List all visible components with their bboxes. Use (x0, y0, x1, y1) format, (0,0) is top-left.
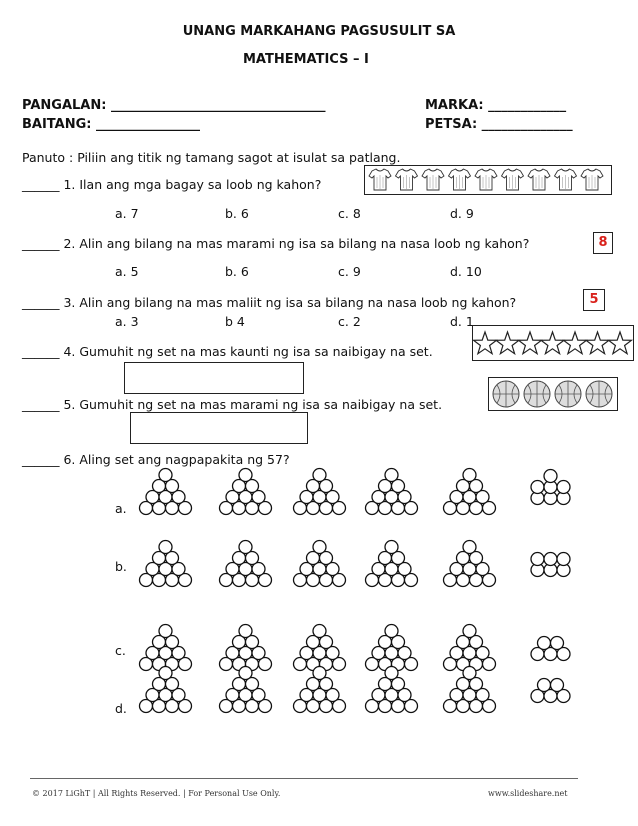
ten-group-c-2 (220, 625, 272, 671)
remainder-group-a (531, 470, 570, 505)
instructions: Panuto : Piliin ang titik ng tamang sagot at isulat sa patlang. (22, 150, 401, 165)
ten-group-d-3 (294, 667, 346, 713)
circle-mark (557, 553, 570, 566)
ten-group-a-3 (294, 469, 346, 515)
circle-mark (239, 469, 252, 482)
footer-rule (30, 778, 578, 779)
circle-mark (551, 637, 564, 650)
circle-mark (463, 469, 476, 482)
ten-group-a-5 (444, 469, 496, 515)
circle-mark (463, 625, 476, 638)
ten-group-d-4 (366, 667, 418, 713)
question-3: ______ 3. Alin ang bilang na mas maliit ng isa sa bilang na nasa loob ng kahon? (22, 295, 517, 310)
remainder-group-d (531, 679, 570, 703)
circle-mark (159, 667, 172, 680)
choice-3d[interactable]: d. 1 (450, 314, 474, 329)
page-subtitle: MATHEMATICS – I (243, 52, 369, 67)
circle-mark (239, 625, 252, 638)
circle-mark (551, 679, 564, 692)
circle-mark (385, 469, 398, 482)
circle-mark (159, 541, 172, 554)
question-4: ______ 4. Gumuhit ng set na mas kaunti ng isa sa naibigay na set. (22, 344, 433, 359)
ten-group-a-1 (140, 469, 192, 515)
circle-mark (159, 625, 172, 638)
choice-1c[interactable]: c. 8 (338, 206, 361, 221)
footer-copyright: © 2017 LiGhT | All Rights Reserved. | For Personal Use Only. (32, 789, 281, 798)
circle-mark (313, 667, 326, 680)
circle-mark (538, 637, 551, 650)
circle-mark (544, 553, 557, 566)
choice-2c[interactable]: c. 9 (338, 264, 361, 279)
ten-group-a-4 (366, 469, 418, 515)
score-field[interactable]: MARKA: ____________ (425, 98, 567, 113)
ten-group-c-5 (444, 625, 496, 671)
remainder-group-b (531, 553, 570, 577)
ten-group-d-5 (444, 667, 496, 713)
circle-mark (385, 541, 398, 554)
choice-2b[interactable]: b. 6 (225, 264, 249, 279)
choice-2a[interactable]: a. 5 (115, 264, 139, 279)
ten-group-c-4 (366, 625, 418, 671)
circle-mark (313, 469, 326, 482)
ten-group-b-1 (140, 541, 192, 587)
circle-mark (531, 553, 544, 566)
remainder-group-c (531, 637, 570, 661)
circle-mark (313, 625, 326, 638)
choice-1a[interactable]: a. 7 (115, 206, 139, 221)
circle-mark (239, 541, 252, 554)
choice-1b[interactable]: b. 6 (225, 206, 249, 221)
ten-group-b-4 (366, 541, 418, 587)
ten-group-d-1 (140, 667, 192, 713)
circle-mark (385, 625, 398, 638)
choice-1d[interactable]: d. 9 (450, 206, 474, 221)
circle-mark (313, 541, 326, 554)
question-1: ______ 1. Ilan ang mga bagay sa loob ng kahon? (22, 177, 322, 192)
choice-3a[interactable]: a. 3 (115, 314, 139, 329)
circle-mark (544, 470, 557, 483)
ten-group-a-2 (220, 469, 272, 515)
circle-mark (538, 679, 551, 692)
date-field[interactable]: PETSA: ______________ (425, 117, 573, 132)
circle-mark (159, 469, 172, 482)
circle-mark (385, 667, 398, 680)
ten-group-c-1 (140, 625, 192, 671)
boxed-number-3: 5 (583, 289, 605, 311)
question-6: ______ 6. Aling set ang nagpapakita ng 57? (22, 452, 290, 467)
circle-mark (557, 481, 570, 494)
name-field[interactable]: PANGALAN: _________________________________ (22, 98, 326, 113)
choice-3c[interactable]: c. 2 (338, 314, 361, 329)
ten-group-b-3 (294, 541, 346, 587)
question-2: ______ 2. Alin ang bilang na mas marami ng isa sa bilang na nasa loob ng kahon? (22, 236, 530, 251)
grade-field[interactable]: BAITANG: ________________ (22, 117, 201, 132)
ten-group-d-2 (220, 667, 272, 713)
option-6d-label[interactable]: d. (115, 701, 127, 716)
choice-2d[interactable]: d. 10 (450, 264, 482, 279)
option-6c-label[interactable]: c. (115, 643, 126, 658)
boxed-number-2: 8 (593, 232, 613, 254)
footer-site: www.slideshare.net (488, 789, 568, 798)
circle-mark (463, 541, 476, 554)
ten-group-b-5 (444, 541, 496, 587)
ten-group-b-2 (220, 541, 272, 587)
ten-group-c-3 (294, 625, 346, 671)
circle-mark (531, 481, 544, 494)
question-5: ______ 5. Gumuhit ng set na mas marami ng isa sa naibigay na set. (22, 397, 443, 412)
circle-mark (239, 667, 252, 680)
option-6b-label[interactable]: b. (115, 559, 127, 574)
option-6a-label[interactable]: a. (115, 501, 127, 516)
choice-3b[interactable]: b 4 (225, 314, 245, 329)
page-title: UNANG MARKAHANG PAGSUSULIT SA (182, 24, 456, 39)
circle-mark (463, 667, 476, 680)
